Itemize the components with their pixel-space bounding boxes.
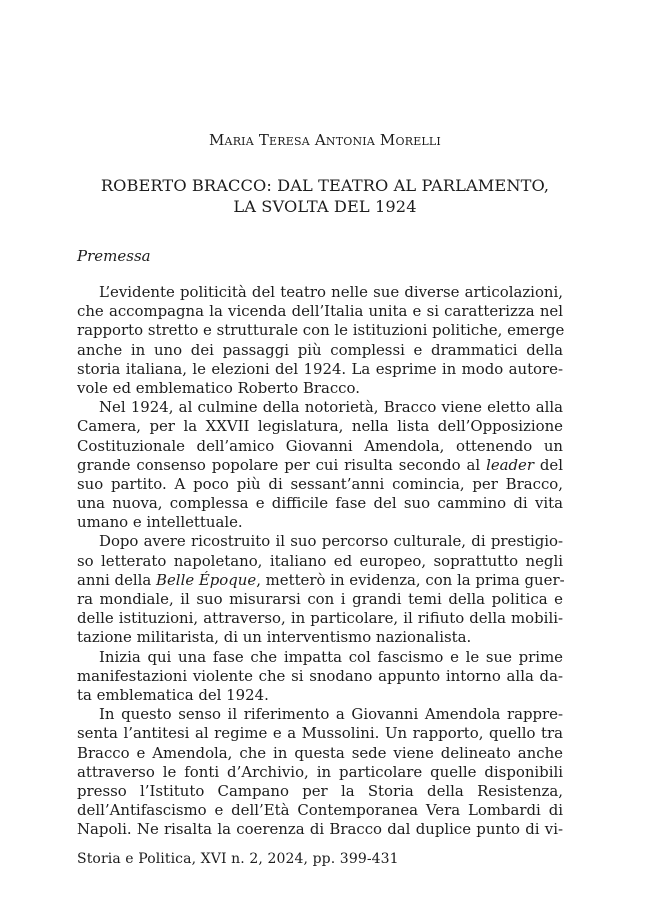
text-line: Bracco e Amendola, che in questa sede viene delineato anche xyxy=(77,743,563,762)
text-line: tazione militarista, di un interventismo nazionalista. xyxy=(77,628,472,647)
text-line: suo partito. A poco più di sessant’anni comincia, per Bracco, xyxy=(77,474,563,493)
text-line: so letterato napoletano, italiano ed europeo, soprattutto negli xyxy=(77,551,563,570)
text-line: L’evidente politicità del teatro nelle sue diverse articolazioni, xyxy=(99,283,563,301)
text-line: Camera, per la XXVII legislatura, nella lista dell’Opposizione xyxy=(77,417,563,436)
author-name: Maria Teresa Antonia Morelli xyxy=(209,131,441,149)
text-line: anni della Belle Époque, metterò in evidenza, con la prima guer- xyxy=(77,570,565,589)
text-line: delle istituzioni, attraverso, in particolare, il rifiuto della mobili- xyxy=(77,609,563,628)
text-line: Nel 1924, al culmine della notorietà, Bracco viene eletto alla xyxy=(99,398,563,417)
text-line: una nuova, complessa e difficile fase del suo cammino di vita xyxy=(77,494,563,513)
title-line-2: LA SVOLTA DEL 1924 xyxy=(233,197,417,216)
text-line: storia italiana, le elezioni del 1924. La esprime in modo autore- xyxy=(77,359,563,378)
text-line: Napoli. Ne risalta la coerenza di Bracco dal duplice punto di vi- xyxy=(77,820,563,839)
text-line: rapporto stretto e strutturale con le istituzioni politiche, emerge xyxy=(77,321,565,340)
text-line: ra mondiale, il suo misurarsi con i grandi temi della politica e xyxy=(77,590,563,608)
body-text xyxy=(77,283,563,839)
text-line: Inizia qui una fase che impatta col fascismo e le sue prime xyxy=(99,647,563,666)
paragraph xyxy=(77,398,563,532)
citation-footer: Storia e Politica, XVI n. 2, 2024, pp. 399-431 xyxy=(77,851,399,867)
paragraph xyxy=(77,705,563,839)
paragraph xyxy=(77,283,563,398)
text-line: manifestazioni violente che si snodano appunto intorno alla da- xyxy=(77,666,563,685)
text-line: attraverso le fonti d’Archivio, in particolare quelle disponibili xyxy=(77,762,563,781)
text-line: grande consenso popolare per cui risulta secondo al leader del xyxy=(77,455,563,474)
text-line: anche in uno dei passaggi più complessi e drammatici della xyxy=(77,340,563,359)
text-line: che accompagna la vicenda dell’Italia unita e si caratterizza nel xyxy=(77,302,563,321)
title-line-1: ROBERTO BRACCO: DAL TEATRO AL PARLAMENTO, xyxy=(100,176,550,195)
text-line: Dopo avere ricostruito il suo percorso culturale, di prestigio- xyxy=(99,532,563,551)
article-title xyxy=(0,175,650,217)
paragraph xyxy=(77,532,563,647)
text-line: ta emblematica del 1924. xyxy=(77,685,269,704)
text-line: Costituzionale dell’amico Giovanni Amendola, ottenendo un xyxy=(77,436,563,455)
text-line: umano e intellettuale. xyxy=(77,513,243,532)
text-line: vole ed emblematico Roberto Bracco. xyxy=(77,378,360,397)
text-line: presso l’Istituto Campano per la Storia della Resistenza, xyxy=(77,781,563,800)
text-line: senta l’antitesi al regime e a Mussolini. Un rapporto, quello tra xyxy=(77,724,563,743)
text-line: dell’Antifascismo e dell’Età Contemporanea Vera Lombardi di xyxy=(77,801,563,820)
section-heading: Premessa xyxy=(77,247,151,265)
text-line: In questo senso il riferimento a Giovanni Amendola rappre- xyxy=(99,705,563,724)
paragraph xyxy=(77,648,563,706)
